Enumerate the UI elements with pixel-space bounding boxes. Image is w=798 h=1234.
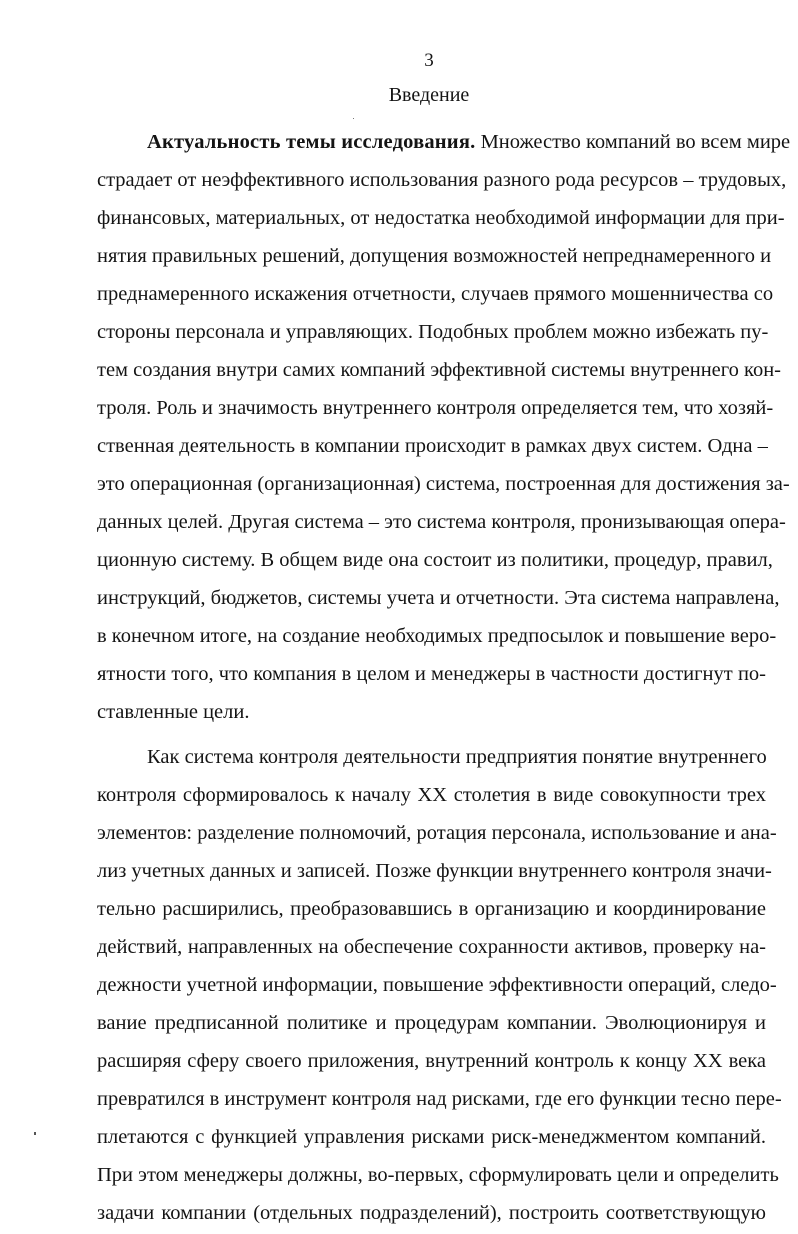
scan-speck <box>353 118 354 119</box>
text-line: страдает от неэффективного использования разного рода ресурсов – трудовых, <box>97 169 787 191</box>
text-line: тем создания внутри самих компаний эффективной системы внутреннего кон- <box>97 359 782 381</box>
text-line: превратился в инструмент контроля над рисками, где его функции тесно пере- <box>97 1088 782 1110</box>
text-line: тельно расширились, преобразовавшись в организацию и координирование <box>97 898 766 920</box>
text-line: При этом менеджеры должны, во-первых, сформулировать цели и определить <box>97 1164 779 1186</box>
text-line-last: ставленные цели. <box>97 701 250 723</box>
scan-speck <box>34 1132 36 1135</box>
text-line: лиз учетных данных и записей. Позже функции внутреннего контроля значи- <box>97 860 772 882</box>
text-line: действий, направленных на обеспечение сохранности активов, проверку на- <box>97 936 766 958</box>
page-number: 3 <box>424 50 434 71</box>
text-line: задачи компании (отдельных подразделений), построить соответствующую <box>97 1202 766 1224</box>
text-line: элементов: разделение полномочий, ротация персонала, использование и ана- <box>97 822 777 844</box>
text-line: данных целей. Другая система – это система контроля, пронизывающая опера- <box>97 511 786 533</box>
text-line: в конечном итоге, на создание необходимых предпосылок и повышение веро- <box>97 625 777 647</box>
text-line: контроля сформировалось к началу XX столетия в виде совокупности трех <box>97 784 766 806</box>
text-line: дежности учетной информации, повышение эффективности операций, следо- <box>97 974 777 996</box>
text-line: ятности того, что компания в целом и менеджеры в частности достигнут по- <box>97 663 766 685</box>
text-line: ственная деятельность в компании происходит в рамках двух систем. Одна – <box>97 435 768 457</box>
text-line: инструкций, бюджетов, системы учета и отчетности. Эта система направлена, <box>97 587 780 609</box>
text-line: стороны персонала и управляющих. Подобных проблем можно избежать пу- <box>97 321 769 343</box>
text-line: плетаются с функцией управления рисками риск-менеджментом компаний. <box>97 1126 766 1148</box>
paragraph-1-first-line <box>147 131 791 153</box>
text-line: ционную систему. В общем виде она состоит из политики, процедур, правил, <box>97 549 773 571</box>
text-line: троля. Роль и значимость внутреннего контроля определяется тем, что хозяй- <box>97 397 774 419</box>
text-line: расширяя сферу своего приложения, внутренний контроль к концу XX века <box>97 1050 766 1072</box>
text-line: нятия правильных решений, допущения возможностей непреднамеренного и <box>97 245 772 267</box>
lead-bold: Актуальность темы исследования. <box>147 131 476 153</box>
text-line: вание предписанной политике и процедурам компании. Эволюционируя и <box>97 1012 766 1034</box>
paragraph-2-first-line: Как система контроля деятельности предприятия понятие внутреннего <box>147 746 767 768</box>
lead-rest: Множество компаний во всем мире <box>475 131 791 153</box>
section-title: Введение <box>388 84 470 106</box>
text-line: преднамеренного искажения отчетности, случаев прямого мошенничества со <box>97 283 774 305</box>
text-line: это операционная (организационная) система, построенная для достижения за- <box>97 473 790 495</box>
text-line: финансовых, материальных, от недостатка необходимой информации для при- <box>97 207 785 229</box>
